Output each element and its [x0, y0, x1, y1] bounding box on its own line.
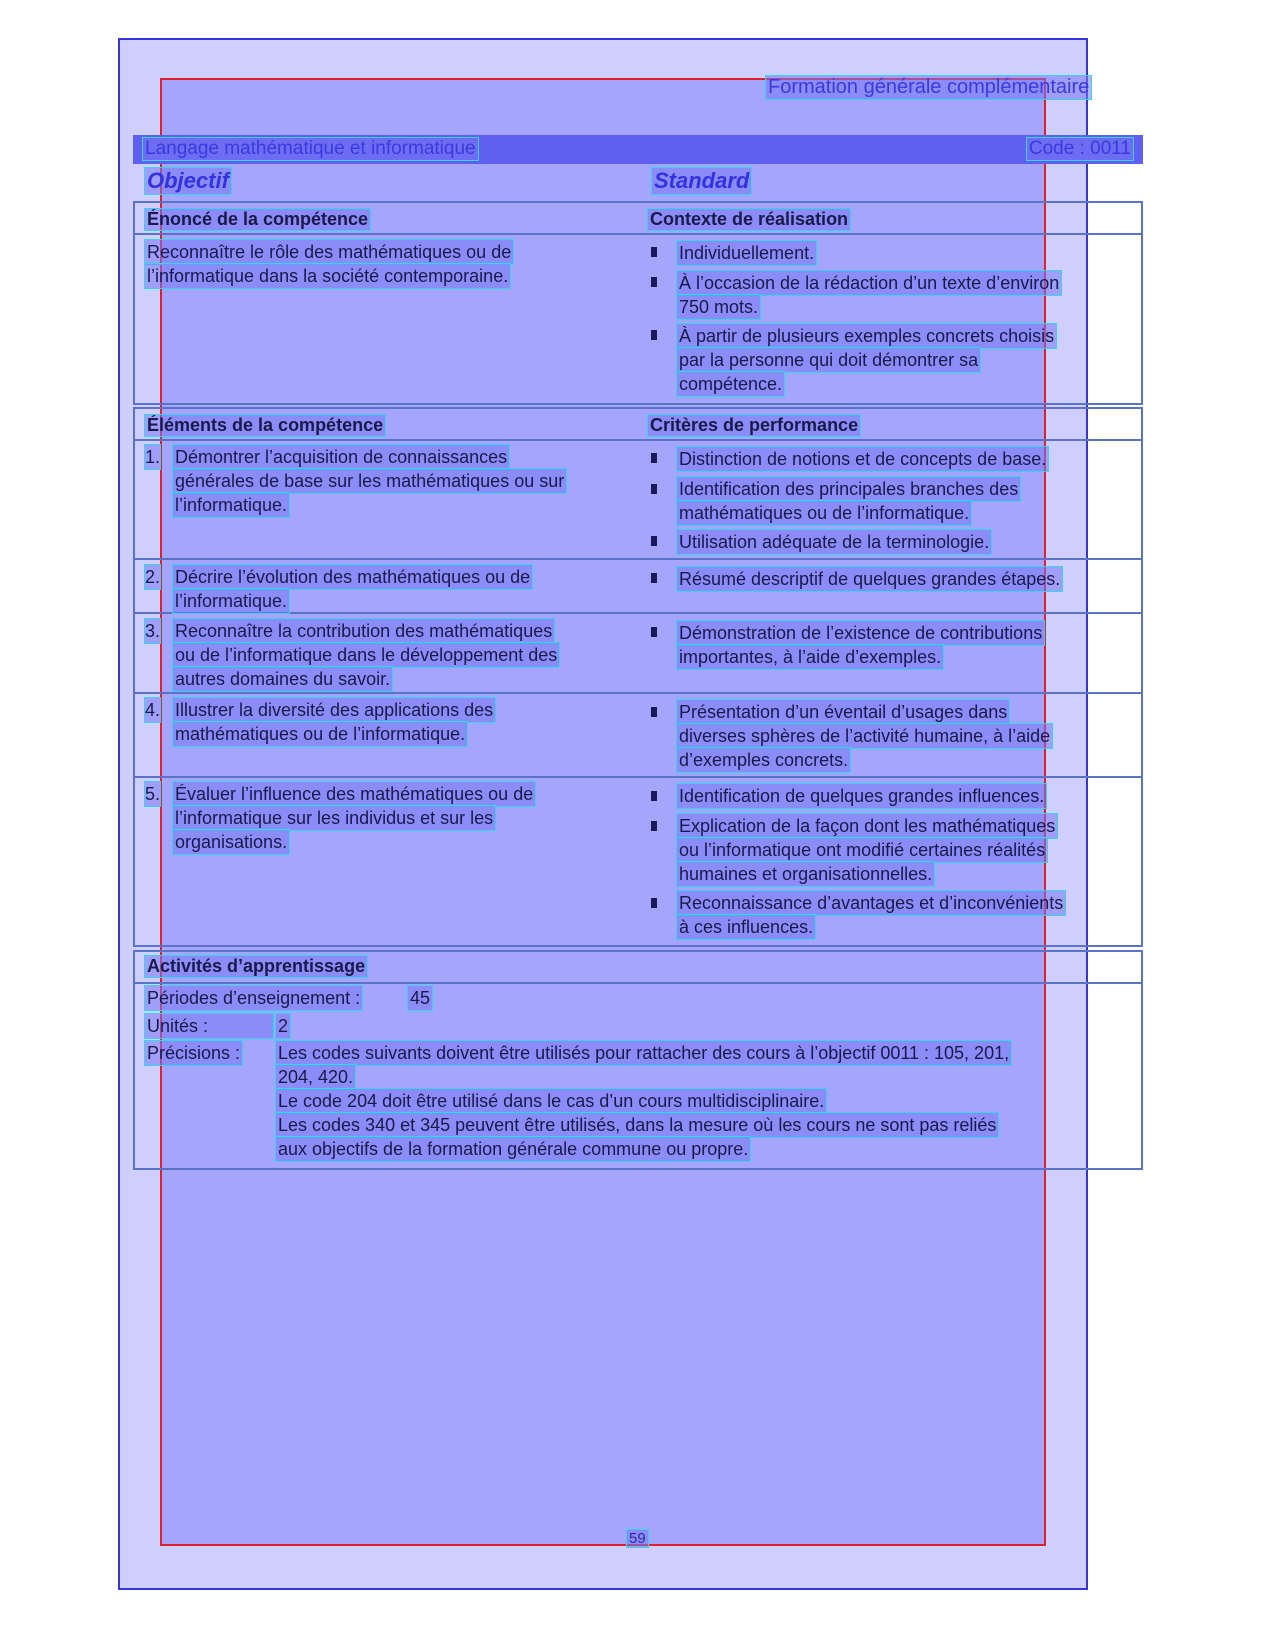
activities-head: Activités d’apprentissage	[147, 956, 366, 976]
criterion-line: Distinction de notions et de concepts de base.	[679, 449, 1047, 469]
bullet-icon	[651, 573, 657, 583]
divider	[133, 776, 1143, 778]
criterion-line: mathématiques ou de l’informatique.	[679, 503, 970, 523]
element-line: Évaluer l’influence des mathématiques ou de	[175, 784, 534, 804]
criterion-line: Explication de la façon dont les mathématiques	[679, 816, 1056, 836]
bullet-icon	[651, 247, 657, 257]
element-number: 4.	[145, 700, 161, 720]
bullet-icon	[651, 791, 657, 801]
column-head-standard: Standard	[654, 168, 750, 193]
periods-label: Périodes d’enseignement :	[147, 988, 361, 1008]
criterion-line: importantes, à l’aide d’exemples.	[679, 647, 942, 667]
context-item: 750 mots.	[679, 297, 759, 317]
criterion-line: Démonstration de l’existence de contributions	[679, 623, 1043, 643]
divider	[133, 982, 1143, 984]
criterion-line: à ces influences.	[679, 917, 814, 937]
units-value: 2	[278, 1016, 289, 1036]
precision-line: Le code 204 doit être utilisé dans le cas d’un cours multidisciplinaire.	[278, 1091, 825, 1111]
element-line: l’informatique.	[175, 591, 288, 611]
divider	[133, 439, 1143, 441]
context-item: Individuellement.	[679, 243, 815, 263]
criterion-line: Utilisation adéquate de la terminologie.	[679, 532, 990, 552]
bullet-icon	[651, 627, 657, 637]
bullet-icon	[651, 821, 657, 831]
element-line: Démontrer l’acquisition de connaissances	[175, 447, 508, 467]
context-item: À l’occasion de la rédaction d’un texte d’environ	[679, 273, 1060, 293]
element-line: générales de base sur les mathématiques ou sur	[175, 471, 565, 491]
criterion-line: ou l’informatique ont modifié certaines réalités	[679, 840, 1046, 860]
precision-line: 204, 420.	[278, 1067, 354, 1087]
course-code: Code : 0011	[1028, 138, 1131, 159]
element-line: Décrire l’évolution des mathématiques ou de	[175, 567, 531, 587]
context-item: par la personne qui doit démontrer sa	[679, 350, 979, 370]
competence-statement-line: Reconnaître le rôle des mathématiques ou de	[147, 242, 512, 262]
competence-statement-head: Énoncé de la compétence	[147, 209, 369, 229]
element-line: Reconnaître la contribution des mathématiques	[175, 621, 553, 641]
course-title: Langage mathématique et informatique	[145, 138, 476, 159]
element-line: l’informatique.	[175, 495, 288, 515]
precisions-label: Précisions :	[147, 1043, 241, 1063]
divider	[133, 692, 1143, 694]
precision-line: Les codes suivants doivent être utilisés pour rattacher des cours à l’objectif 0011 : 105, 201,	[278, 1043, 1010, 1063]
element-number: 2.	[145, 567, 161, 587]
divider	[133, 558, 1143, 560]
context-item: compétence.	[679, 374, 783, 394]
precision-line: aux objectifs de la formation générale commune ou propre.	[278, 1139, 749, 1159]
periods-value: 45	[410, 988, 431, 1008]
element-line: mathématiques ou de l’informatique.	[175, 724, 466, 744]
criteria-head: Critères de performance	[650, 415, 859, 435]
context-item: À partir de plusieurs exemples concrets choisis	[679, 326, 1055, 346]
criterion-line: Présentation d’un éventail d’usages dans	[679, 702, 1008, 722]
bullet-icon	[651, 898, 657, 908]
criterion-line: Identification des principales branches des	[679, 479, 1019, 499]
bullet-icon	[651, 484, 657, 494]
element-line: ou de l’informatique dans le développement des	[175, 645, 558, 665]
competence-statement-line: l’informatique dans la société contemporaine.	[147, 266, 509, 286]
criterion-line: humaines et organisationnelles.	[679, 864, 933, 884]
element-number: 5.	[145, 784, 161, 804]
element-number: 3.	[145, 621, 161, 641]
elements-head: Éléments de la compétence	[147, 415, 384, 435]
criterion-line: diverses sphères de l’activité humaine, à l’aide	[679, 726, 1051, 746]
precision-line: Les codes 340 et 345 peuvent être utilisés, dans la mesure où les cours ne sont pas reliés	[278, 1115, 997, 1135]
criterion-line: Identification de quelques grandes influences.	[679, 786, 1045, 806]
divider	[133, 233, 1143, 235]
units-label: Unités :	[145, 1014, 273, 1038]
realisation-context-head: Contexte de réalisation	[650, 209, 849, 229]
criterion-line: d’exemples concrets.	[679, 750, 849, 770]
course-title-bar	[133, 135, 1143, 164]
element-line: Illustrer la diversité des applications des	[175, 700, 494, 720]
bullet-icon	[651, 536, 657, 546]
element-line: l’informatique sur les individus et sur les	[175, 808, 494, 828]
page-number: 59	[629, 1530, 646, 1547]
bullet-icon	[651, 707, 657, 717]
element-line: organisations.	[175, 832, 288, 852]
column-head-objective: Objectif	[147, 168, 229, 193]
running-header: Formation générale complémentaire	[768, 76, 1090, 98]
competence-box	[133, 201, 1143, 405]
criterion-line: Reconnaissance d’avantages et d’inconvénients	[679, 893, 1064, 913]
bullet-icon	[651, 453, 657, 463]
criterion-line: Résumé descriptif de quelques grandes étapes.	[679, 569, 1061, 589]
element-line: autres domaines du savoir.	[175, 669, 391, 689]
bullet-icon	[651, 277, 657, 287]
bullet-icon	[651, 330, 657, 340]
element-number: 1.	[145, 447, 161, 467]
